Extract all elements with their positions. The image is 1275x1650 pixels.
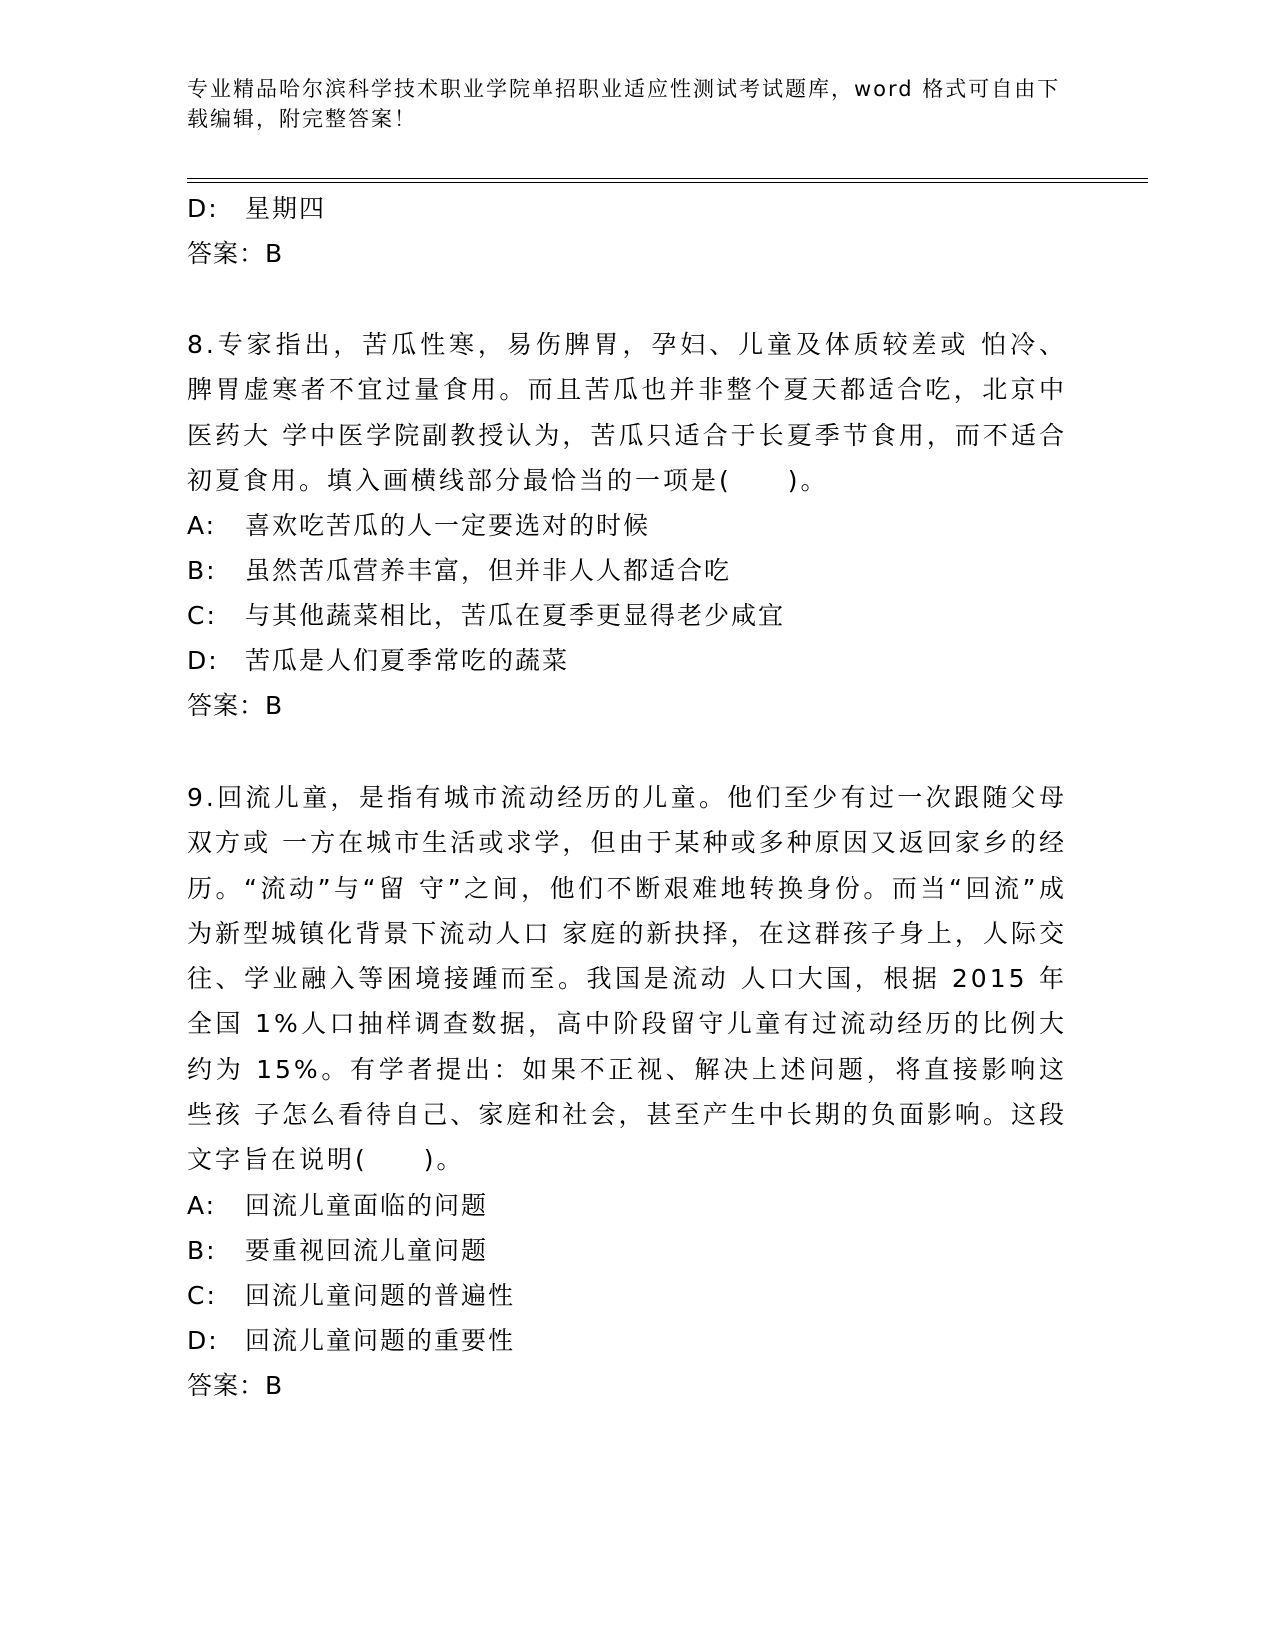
option-d bbox=[187, 638, 1087, 683]
answer-line: 答案：B bbox=[187, 691, 284, 721]
answer-line: 答案：B bbox=[187, 1370, 284, 1400]
header-divider-top bbox=[187, 178, 1148, 179]
option-d bbox=[187, 1318, 1087, 1363]
option-a bbox=[187, 1183, 1087, 1228]
question-9 bbox=[187, 775, 1087, 1408]
question-8-text: 8.专家指出，苦瓜性寒，易伤脾胃，孕妇、儿童及体质较差或 怕冷、脾胃虚寒者不宜过量食用。而且苦瓜也并非整个夏天都适合吃，北京中医药大 学中医学院副教授认为，苦瓜只适合于长夏季节食用，而不适合初夏食用。填入画横线部分最恰当的一项是( )。 bbox=[187, 330, 1067, 495]
answer-line: 答案：B bbox=[187, 239, 284, 268]
option-text: 喜欢吃苦瓜的人一定要选对的时候 bbox=[245, 511, 651, 541]
option-b bbox=[187, 1228, 1087, 1273]
option-text: 与其他蔬菜相比，苦瓜在夏季更显得老少咸宜 bbox=[245, 601, 786, 631]
option-key: A: bbox=[187, 1190, 217, 1220]
option-text: 回流儿童问题的重要性 bbox=[245, 1325, 516, 1355]
option-key: B: bbox=[187, 556, 217, 586]
option-a bbox=[187, 503, 1087, 548]
option-key: D: bbox=[187, 1325, 219, 1355]
question-8 bbox=[187, 322, 1087, 728]
option-text: 虽然苦瓜营养丰富，但并非人人都适合吃 bbox=[245, 556, 732, 586]
option-key: B: bbox=[187, 1235, 217, 1265]
option-text: 回流儿童问题的普遍性 bbox=[245, 1280, 516, 1310]
header-divider-bottom bbox=[187, 182, 1148, 183]
option-key: D: bbox=[187, 646, 219, 676]
option-key: C: bbox=[187, 1280, 217, 1310]
option-text: 要重视回流儿童问题 bbox=[245, 1235, 489, 1265]
question-9-text: 9.回流儿童，是指有城市流动经历的儿童。他们至少有过一次跟随父母双方或 一方在城市生活或求学，但由于某种或多种原因又返回家乡的经历。“流动”与“留 守”之间，他们不断艰难地转换身份。而当“回流”成为新型城镇化背景下流动人口 家庭的新抉择，在这群孩子身上，人际交往、学业融入等困境接踵而至。我国是流动 人口大国，根据 2015 年全国 1%人口抽样调查数据，高中阶段留守儿童有过流动经历的比例大约为 15%。有学者提出：如果不正视、解决上述问题，将直接影响这些孩 子怎么看待自己、家庭和社会，甚至产生中长期的负面影响。这段文字旨在说明( )。 bbox=[187, 783, 1067, 1175]
previous-question-tail bbox=[187, 186, 1087, 276]
option-c bbox=[187, 593, 1087, 638]
option-c bbox=[187, 1273, 1087, 1318]
page-header-text: 专业精品哈尔滨科学技术职业学院单招职业适应性测试考试题库，word 格式可自由下载编辑，附完整答案！ bbox=[187, 77, 1061, 131]
option-b bbox=[187, 548, 1087, 593]
option-d bbox=[187, 186, 1087, 231]
option-key: A: bbox=[187, 511, 217, 541]
option-text: 苦瓜是人们夏季常吃的蔬菜 bbox=[245, 646, 570, 676]
option-key: C: bbox=[187, 601, 217, 631]
option-key: D: bbox=[187, 194, 219, 223]
option-text: 回流儿童面临的问题 bbox=[245, 1190, 489, 1220]
option-text: 星期四 bbox=[245, 194, 327, 223]
